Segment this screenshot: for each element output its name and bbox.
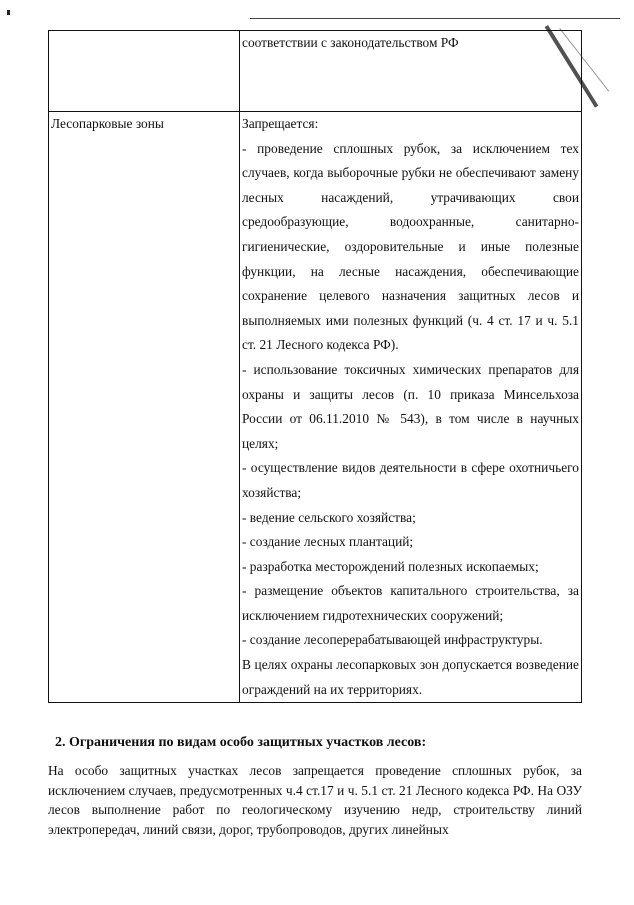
restriction-note: В целях охраны лесопарковых зон допускается возведение ограждений на их территориях. xyxy=(242,657,579,697)
zone-name: Лесопарковые зоны xyxy=(51,116,164,131)
restrictions-cell xyxy=(240,112,582,703)
section-heading: 2. Ограничения по видам особо защитных участков лесов: xyxy=(55,735,427,750)
restriction-item: - размещение объектов капитального строительства, за исключением гидротехнических сооружений; xyxy=(242,583,579,623)
restriction-intro: Запрещается: xyxy=(242,116,319,131)
restriction-item: - разработка месторождений полезных ископаемых; xyxy=(242,558,539,574)
restriction-item: - использование токсичных химических препаратов для охраны и защиты лесов (п. 10 приказа Минсельхоза России от 06.11.2010 № 543), в том числе в научных целях; xyxy=(242,361,579,451)
restrictions-cell xyxy=(240,31,582,112)
section-paragraph: На особо защитных участках лесов запрещается проведение сплошных рубок, за исключением случаев, предусмотренных ч.4 ст.17 и ч. 5.1 ст. 21 Лесного кодекса РФ. На ОЗУ лесов выполнение работ по геологическому изучению недр, строительству линий электропередач, линий связи, дорог, трубопроводов, других линейных xyxy=(48,763,582,837)
scan-artifact xyxy=(7,10,10,15)
page-edge-line xyxy=(250,18,620,19)
table-row xyxy=(49,31,582,112)
restriction-item: - создание лесоперерабатывающей инфраструктуры. xyxy=(242,632,543,648)
restriction-item: - осуществление видов деятельности в сфере охотничьего хозяйства; xyxy=(242,460,579,500)
restriction-item: - проведение сплошных рубок, за исключением тех случаев, когда выборочные рубки не обеспечивают замену лесных насаждений, утрачивающих свои средообразующие, водоохранные, санитарно-гигиенические, оздоровительные и иные полезные функции, на лесные насаждения, обеспечивающие сохранение целевого назначения защитных лесов и выполняемых ими полезных функций (ч. 4 ст. 17 и ч. 5.1 ст. 21 Лесного кодекса РФ). xyxy=(242,140,579,353)
restrictions-table xyxy=(48,30,582,703)
table-row xyxy=(49,112,582,703)
zone-cell xyxy=(49,31,240,112)
zone-cell xyxy=(49,112,240,703)
restriction-item: - создание лесных плантаций; xyxy=(242,534,414,550)
restriction-item: - ведение сельского хозяйства; xyxy=(242,509,416,525)
restriction-text: соответствии с законодательством РФ xyxy=(242,35,459,50)
